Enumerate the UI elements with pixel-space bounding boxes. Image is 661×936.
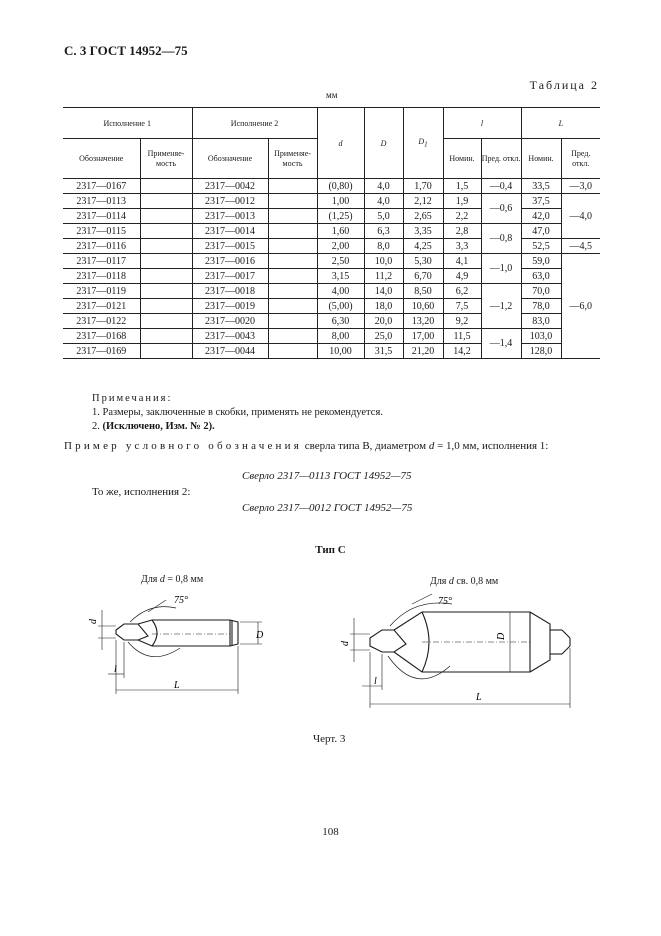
drill-drawing-small	[80, 590, 280, 705]
cell-L: 70,0	[521, 284, 561, 299]
cell-applicability-1	[140, 239, 192, 254]
cell-applicability-2	[268, 284, 317, 299]
header-execution-2: Исполнение 2	[192, 108, 317, 139]
cell-L: 83,0	[521, 314, 561, 329]
cell-applicability-1	[140, 299, 192, 314]
cell-designation-2: 2317—0014	[192, 224, 268, 239]
cell-D: 8,0	[364, 239, 403, 254]
cell-applicability-1	[140, 284, 192, 299]
cell-D: 20,0	[364, 314, 403, 329]
cell-D: 14,0	[364, 284, 403, 299]
cell-d: (0,80)	[317, 179, 364, 194]
cell-applicability-2	[268, 329, 317, 344]
drill-drawing-large	[340, 590, 602, 715]
cell-applicability-2	[268, 209, 317, 224]
cell-D: 11,2	[364, 269, 403, 284]
cell-applicability-2	[268, 224, 317, 239]
dim-l-label: l	[114, 664, 117, 675]
cell-L: 37,5	[521, 194, 561, 209]
cell-D1: 5,30	[403, 254, 443, 269]
cell-L: 47,0	[521, 224, 561, 239]
figure-caption: Черт. 3	[313, 733, 346, 745]
drill-small-tip	[116, 624, 148, 640]
cell-applicability-1	[140, 254, 192, 269]
cell-L-deviation: —4,5	[561, 239, 600, 254]
header-l-deviation: Пред. откл.	[481, 139, 521, 179]
cell-D: 6,3	[364, 224, 403, 239]
table-row	[63, 224, 600, 239]
cell-D1: 2,65	[403, 209, 443, 224]
cell-l-deviation: —0,4	[481, 179, 521, 194]
cell-designation-1: 2317—0116	[63, 239, 140, 254]
cell-L: 59,0	[521, 254, 561, 269]
figure-title: Тип С	[315, 544, 346, 556]
notes-title: Примечания:	[92, 393, 173, 404]
header-D: D	[364, 108, 403, 179]
cell-D1: 21,20	[403, 344, 443, 359]
cell-designation-2: 2317—0016	[192, 254, 268, 269]
note-2-text: (Исключено, Изм. № 2).	[102, 421, 215, 432]
cell-applicability-2	[268, 299, 317, 314]
cell-designation-1: 2317—0117	[63, 254, 140, 269]
cell-l-deviation: —1,4	[481, 329, 521, 359]
cell-applicability-1	[140, 209, 192, 224]
cell-designation-1: 2317—0119	[63, 284, 140, 299]
cell-D1: 3,35	[403, 224, 443, 239]
cell-designation-1: 2317—0167	[63, 179, 140, 194]
cell-designation-1: 2317—0122	[63, 314, 140, 329]
note-2-number: 2.	[92, 421, 100, 432]
same-execution-2: То же, исполнения 2:	[92, 486, 191, 498]
cell-l: 7,5	[443, 299, 481, 314]
cell-D1: 13,20	[403, 314, 443, 329]
example-d-symbol: d	[428, 440, 435, 452]
header-d: d	[317, 108, 364, 179]
drill-large-tip	[370, 630, 406, 652]
table-row	[63, 179, 600, 194]
cell-d: 10,00	[317, 344, 364, 359]
cell-L-deviation: —3,0	[561, 179, 600, 194]
cell-designation-2: 2317—0020	[192, 314, 268, 329]
cell-applicability-2	[268, 344, 317, 359]
cell-applicability-2	[268, 239, 317, 254]
cell-applicability-1	[140, 344, 192, 359]
cell-L: 52,5	[521, 239, 561, 254]
header-l: l	[443, 108, 521, 139]
cell-D1: 17,00	[403, 329, 443, 344]
header-L: L	[521, 108, 600, 139]
cell-designation-2: 2317—0012	[192, 194, 268, 209]
drill-small-body	[138, 620, 230, 646]
cell-applicability-1	[140, 194, 192, 209]
header-applicability-1: Применяе-мость	[140, 139, 192, 179]
cell-applicability-1	[140, 329, 192, 344]
dim-d-label: d	[340, 641, 351, 646]
header-L-nominal: Номин.	[521, 139, 561, 179]
example-text-1: сверла типа В, диаметром	[301, 440, 429, 452]
cell-l-deviation: —0,6	[481, 194, 521, 224]
cell-designation-1: 2317—0113	[63, 194, 140, 209]
cell-L: 128,0	[521, 344, 561, 359]
cell-l: 4,1	[443, 254, 481, 269]
cell-applicability-2	[268, 314, 317, 329]
cell-applicability-2	[268, 179, 317, 194]
cell-designation-2: 2317—0019	[192, 299, 268, 314]
header-designation-1: Обозначение	[63, 139, 140, 179]
table-row	[63, 194, 600, 209]
caption-left: Для d = 0,8 мм	[141, 574, 204, 585]
cell-designation-2: 2317—0017	[192, 269, 268, 284]
dim-d-label: d	[88, 619, 99, 624]
cell-designation-1: 2317—0121	[63, 299, 140, 314]
cell-l-deviation: —1,0	[481, 254, 521, 284]
cell-l: 9,2	[443, 314, 481, 329]
designation-example-2: Сверло 2317—0012 ГОСТ 14952—75	[242, 502, 413, 514]
cell-d: 4,00	[317, 284, 364, 299]
header-D1: $D_1$	[403, 108, 443, 179]
cell-L-deviation: —4,0	[561, 194, 600, 239]
header-l-nominal: Номин.	[443, 139, 481, 179]
cell-d: 2,00	[317, 239, 364, 254]
cell-applicability-1	[140, 314, 192, 329]
note-2	[92, 420, 383, 434]
cell-applicability-2	[268, 254, 317, 269]
header-designation-2: Обозначение	[192, 139, 268, 179]
cell-l: 6,2	[443, 284, 481, 299]
cell-L: 33,5	[521, 179, 561, 194]
cell-designation-1: 2317—0169	[63, 344, 140, 359]
cell-l: 14,2	[443, 344, 481, 359]
cell-applicability-2	[268, 194, 317, 209]
notes-block	[92, 392, 383, 434]
dim-L-label: L	[174, 680, 180, 691]
table-row	[63, 329, 600, 344]
cell-d: 6,30	[317, 314, 364, 329]
cell-l: 2,8	[443, 224, 481, 239]
cell-l: 1,5	[443, 179, 481, 194]
cell-D1: 4,25	[403, 239, 443, 254]
cell-designation-2: 2317—0015	[192, 239, 268, 254]
cell-designation-2: 2317—0043	[192, 329, 268, 344]
cell-d: 1,00	[317, 194, 364, 209]
cell-l: 4,9	[443, 269, 481, 284]
cell-D1: 6,70	[403, 269, 443, 284]
cell-d: 3,15	[317, 269, 364, 284]
cell-applicability-1	[140, 179, 192, 194]
header-execution-1: Исполнение 1	[63, 108, 192, 139]
cell-designation-2: 2317—0013	[192, 209, 268, 224]
header-L-deviation: Пред. откл.	[561, 139, 600, 179]
cell-L: 42,0	[521, 209, 561, 224]
cell-applicability-2	[268, 269, 317, 284]
cell-D: 25,0	[364, 329, 403, 344]
cell-designation-1: 2317—0115	[63, 224, 140, 239]
cell-l-deviation: —0,8	[481, 224, 521, 254]
cell-d: 2,50	[317, 254, 364, 269]
example-lead: Пример условного обозначения	[64, 440, 302, 452]
cell-designation-1: 2317—0118	[63, 269, 140, 284]
cell-applicability-1	[140, 269, 192, 284]
cell-l: 3,3	[443, 239, 481, 254]
example-paragraph	[64, 438, 599, 454]
cell-d: (5,00)	[317, 299, 364, 314]
cell-D1: 8,50	[403, 284, 443, 299]
cell-D: 5,0	[364, 209, 403, 224]
cell-D: 18,0	[364, 299, 403, 314]
cell-D1: 1,70	[403, 179, 443, 194]
cell-L: 103,0	[521, 329, 561, 344]
dim-l-label: l	[374, 676, 377, 687]
cell-D: 4,0	[364, 179, 403, 194]
dim-L-label: L	[476, 692, 482, 703]
drill-large-body	[394, 612, 530, 672]
cell-l: 2,2	[443, 209, 481, 224]
angle-label: 75°	[174, 595, 188, 606]
page-header: С. 3 ГОСТ 14952—75	[64, 43, 188, 58]
cell-D: 4,0	[364, 194, 403, 209]
cell-D1: 10,60	[403, 299, 443, 314]
table-row	[63, 254, 600, 269]
cell-D: 31,5	[364, 344, 403, 359]
cell-L-deviation: —6,0	[561, 254, 600, 359]
cell-designation-1: 2317—0114	[63, 209, 140, 224]
cell-l: 1,9	[443, 194, 481, 209]
cell-designation-2: 2317—0044	[192, 344, 268, 359]
cell-l: 11,5	[443, 329, 481, 344]
angle-label: 75°	[438, 596, 452, 607]
table-row	[63, 284, 600, 299]
table-caption: Таблица 2	[529, 78, 599, 92]
cell-applicability-1	[140, 224, 192, 239]
unit-label: мм	[326, 90, 338, 100]
cell-designation-1: 2317—0168	[63, 329, 140, 344]
cell-d: 1,60	[317, 224, 364, 239]
caption-right: Для d св. 0,8 мм	[430, 576, 499, 587]
cell-D: 10,0	[364, 254, 403, 269]
cell-designation-2: 2317—0018	[192, 284, 268, 299]
cell-L: 63,0	[521, 269, 561, 284]
designation-example-1: Сверло 2317—0113 ГОСТ 14952—75	[242, 470, 412, 482]
note-1: 1. Размеры, заключенные в скобки, применять не рекомендуется.	[92, 407, 383, 418]
cell-l-deviation: —1,2	[481, 284, 521, 329]
dimensions-table	[63, 107, 600, 359]
cell-d: 8,00	[317, 329, 364, 344]
example-text-2: = 1,0 мм, исполнения 1:	[434, 440, 549, 452]
cell-designation-2: 2317—0042	[192, 179, 268, 194]
dim-D-label: D	[496, 632, 507, 640]
cell-D1: 2,12	[403, 194, 443, 209]
header-applicability-2: Применяе-мость	[268, 139, 317, 179]
dim-D-label: D	[256, 630, 264, 641]
page-number: 108	[322, 826, 339, 838]
cell-L: 78,0	[521, 299, 561, 314]
cell-d: (1,25)	[317, 209, 364, 224]
